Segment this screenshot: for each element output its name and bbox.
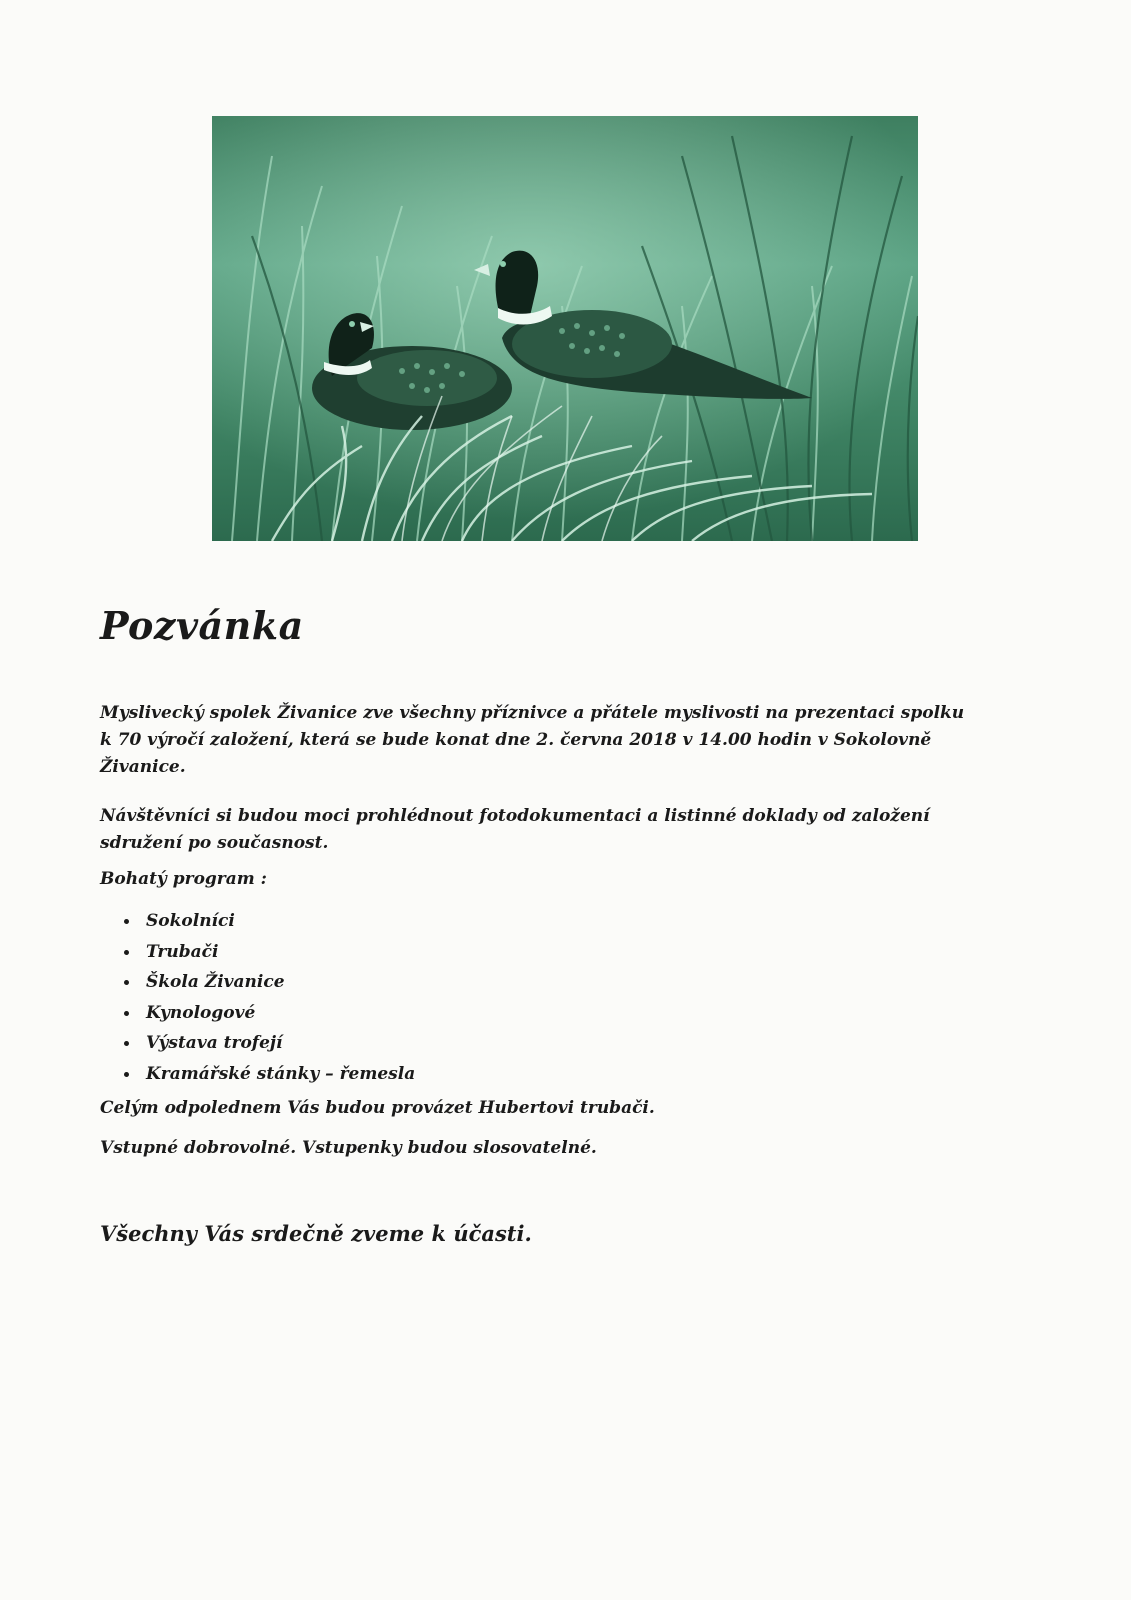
list-item (124, 937, 415, 968)
bullet-icon (124, 1011, 129, 1016)
list-item-label: Kramářské stánky – řemesla (146, 1063, 416, 1084)
pheasants-illustration (212, 116, 918, 541)
list-item (124, 1028, 415, 1059)
bullet-icon (124, 1072, 129, 1077)
intro-paragraph: Myslivecký spolek Živanice zve všechny příznivce a přátele myslivosti na prezentaci spolku k 70 výročí založení, která se bude konat dne 2. června 2018 v 14.00 hodin v Sokolovně Živanice. (100, 703, 965, 777)
bullet-icon (124, 950, 129, 955)
trumpeters-paragraph: Celým odpolednem Vás budou provázet Hubertovi trubači. (100, 1098, 655, 1118)
visitors-paragraph: Návštěvníci si budou moci prohlédnout fotodokumentaci a listinné doklady od založení sdružení po současnost. (100, 806, 930, 853)
list-item-label: Trubači (146, 941, 219, 962)
program-heading: Bohatý program : (100, 869, 267, 889)
admission-paragraph: Vstupné dobrovolné. Vstupenky budou slosovatelné. (100, 1138, 597, 1158)
list-item (124, 967, 415, 998)
list-item-label: Kynologové (146, 1002, 256, 1023)
list-item (124, 906, 415, 937)
bullet-icon (124, 1041, 129, 1046)
closing-line: Všechny Vás srdečně zveme k účasti. (100, 1221, 532, 1246)
list-item-label: Výstava trofejí (146, 1033, 283, 1053)
page-title: Pozvánka (100, 603, 304, 648)
list-item-label: Škola Živanice (146, 972, 285, 992)
program-list (124, 906, 415, 1089)
pheasants-illustration-svg (212, 116, 918, 541)
list-item (124, 1059, 415, 1090)
list-item-label: Sokolníci (146, 911, 235, 931)
bullet-icon (124, 980, 129, 985)
bullet-icon (124, 919, 129, 924)
list-item (124, 998, 415, 1029)
